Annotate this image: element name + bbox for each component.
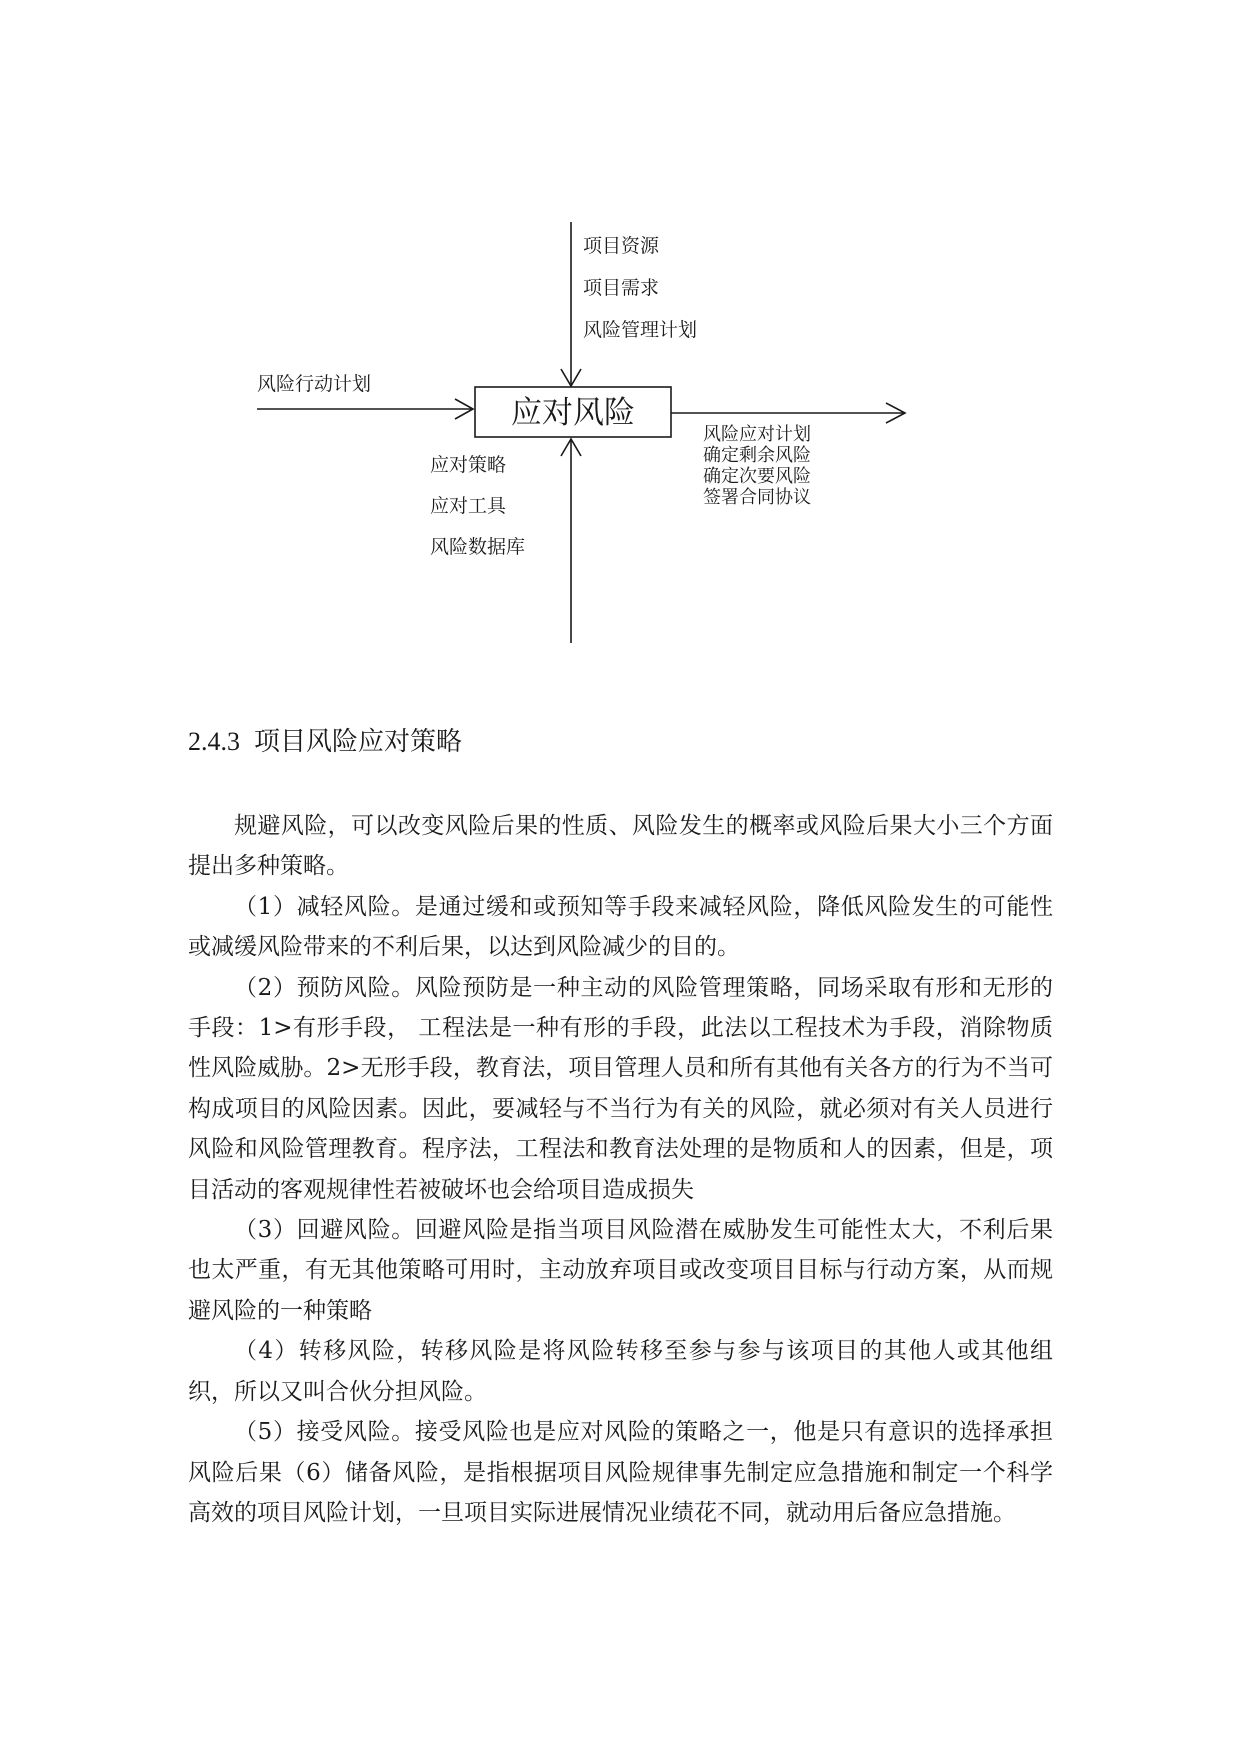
top-input-2: 项目需求 <box>583 277 660 299</box>
section-title: 项目风险应对策略 <box>254 727 463 757</box>
bottom-input-2: 应对工具 <box>430 495 507 517</box>
top-input-1: 项目资源 <box>583 235 660 257</box>
bottom-input-3: 风险数据库 <box>430 536 526 558</box>
center-box-label: 应对风险 <box>511 395 635 431</box>
paragraph-mitigate: （1）减轻风险。是通过缓和或预知等手段来减轻风险，降低风险发生的可能性或减缓风险带来的不利后果，以达到风险减少的目的。 <box>188 893 1053 961</box>
paragraph-prevent: （2）预防风险。风险预防是一种主动的风险管理策略，同场采取有形和无形的手段：1>有形手段， 工程法是一种有形的手段，此法以工程技术为手段，消除物质性风险威胁。2>无形手段，教育法，项目管理人员和所有其他有关各方的行为不当可构成项目的风险因素。因此，要减轻与不当行为有关的风险，就必须对有关人员进行风险和风险管理教育。程序法，工程法和教育法处理的是物质和人的因素，但是，项目活动的客观规律性若被破坏也会给项目造成损失 <box>188 974 1053 1203</box>
right-output-3: 确定次要风险 <box>703 466 811 487</box>
right-output-2: 确定剩余风险 <box>703 445 811 466</box>
bottom-input-1: 应对策略 <box>430 454 507 476</box>
paragraph-transfer: （4）转移风险，转移风险是将风险转移至参与参与该项目的其他人或其他组织，所以又叫合伙分担风险。 <box>188 1338 1053 1405</box>
top-input-3: 风险管理计划 <box>583 319 698 341</box>
paragraph-avoid: （3）回避风险。回避风险是指当项目风险潜在威胁发生可能性太大，不利后果也太严重，有无其他策略可用时，主动放弃项目或改变项目目标与行动方案，从而规避风险的一种策略 <box>188 1217 1053 1324</box>
section-number: 2.4.3 <box>188 727 240 756</box>
left-input-label: 风险行动计划 <box>257 373 372 395</box>
right-output-4: 签署合同协议 <box>703 487 811 508</box>
right-output-1: 风险应对计划 <box>703 424 811 445</box>
body-text <box>188 806 1053 1533</box>
section-heading <box>188 724 462 760</box>
risk-response-diagram <box>0 0 1241 680</box>
paragraph-intro: 规避风险，可以改变风险后果的性质、风险发生的概率或风险后果大小三个方面提出多种策略。 <box>188 813 1053 880</box>
paragraph-accept: （5）接受风险。接受风险也是应对风险的策略之一，他是只有意识的选择承担风险后果（6）储备风险，是指根据项目风险规律事先制定应急措施和制定一个科学高效的项目风险计划，一旦项目实际进展情况业绩花不同，就动用后备应急措施。 <box>188 1419 1053 1526</box>
